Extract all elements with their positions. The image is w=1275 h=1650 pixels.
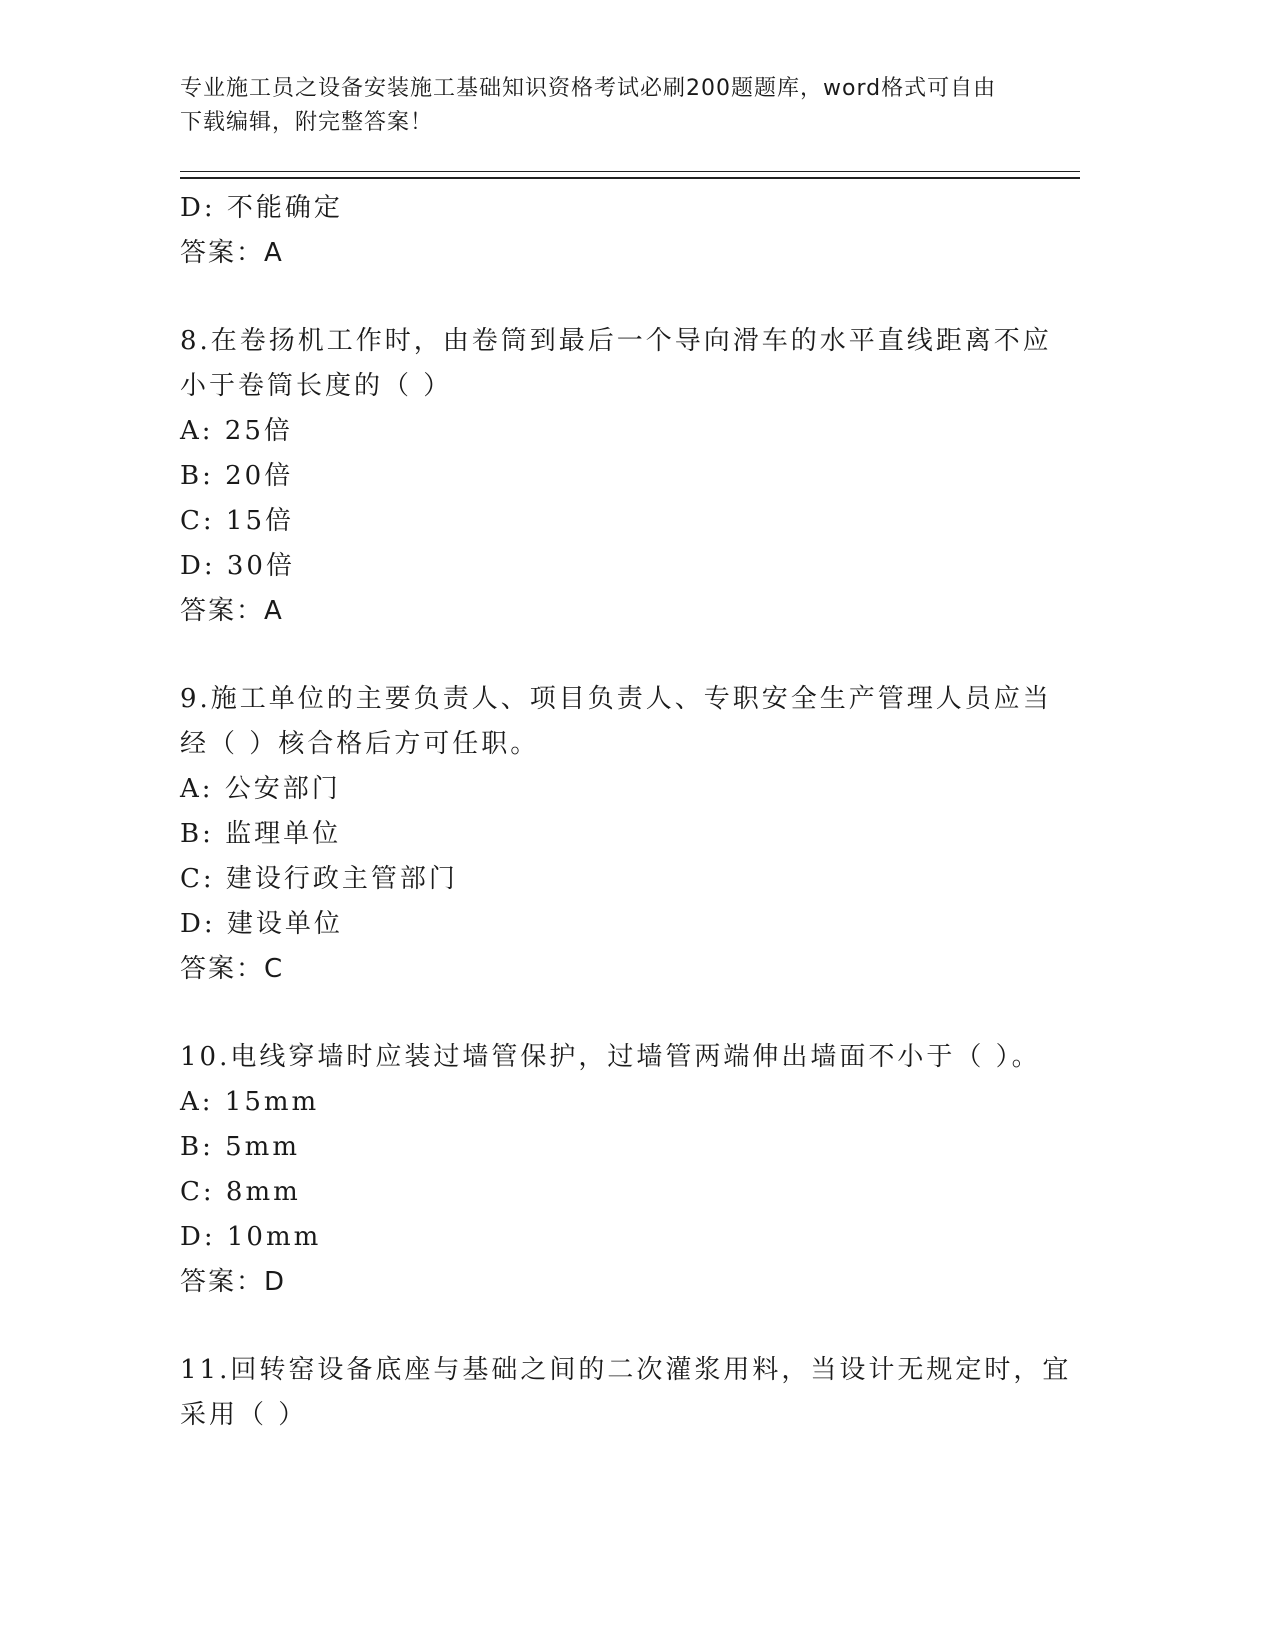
option-a: A: 25倍 [180,416,293,446]
option-c: C: 15倍 [180,506,295,536]
option-b: B: 5mm [180,1132,300,1162]
question-stem: 10.电线穿墙时应装过墙管保护，过墙管两端伸出墙面不小于（ ）。 [180,1042,1041,1072]
question-stem: 经（ ）核合格后方可任职。 [180,729,540,759]
question-11 [180,1348,1080,1438]
question-9 [180,677,1080,992]
option-d: D: 10mm [180,1222,322,1252]
document-body [180,186,1080,1438]
question-stem: 9.施工单位的主要负责人、项目负责人、专职安全生产管理人员应当 [180,684,1052,714]
question-stem: 采用（ ） [180,1400,308,1430]
header-divider-thick [180,177,1080,179]
answer: 答案：A [180,596,284,626]
prev-option-d: D: 不能确定 [180,193,343,223]
option-a: A: 15mm [180,1087,320,1117]
option-c: C: 8mm [180,1177,301,1207]
option-b: B: 监理单位 [180,819,342,849]
option-d: D: 30倍 [180,551,295,581]
question-stem: 11.回转窑设备底座与基础之间的二次灌浆用料，当设计无规定时，宜 [180,1355,1072,1385]
header-divider-thin [180,171,1080,172]
document-header: 专业施工员之设备安装施工基础知识资格考试必刷200题题库，word格式可自由 下载编辑，附完整答案！ [180,76,997,135]
option-a: A: 公安部门 [180,774,341,804]
option-b: B: 20倍 [180,461,294,491]
prev-answer: 答案：A [180,238,284,268]
option-c: C: 建设行政主管部门 [180,864,458,894]
answer: 答案：D [180,1267,287,1297]
question-10 [180,1035,1080,1305]
option-d: D: 建设单位 [180,909,343,939]
question-8 [180,319,1080,634]
question-stem: 小于卷筒长度的（ ） [180,371,453,401]
question-stem: 8.在卷扬机工作时，由卷筒到最后一个导向滑车的水平直线距离不应 [180,326,1052,356]
answer: 答案：C [180,954,285,984]
